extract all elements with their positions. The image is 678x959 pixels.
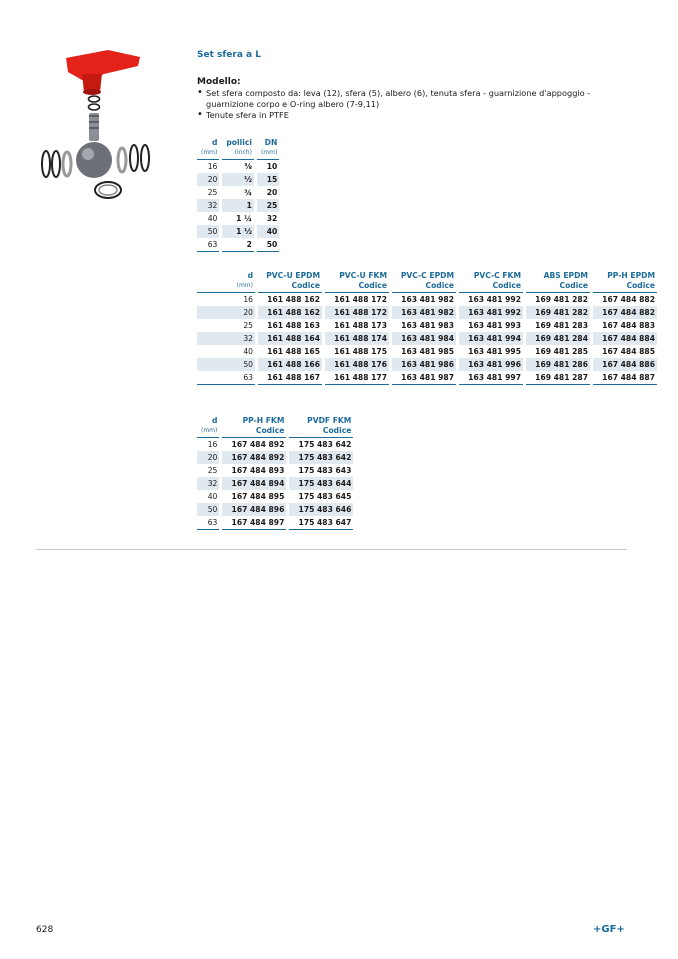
table-cell: ¾	[221, 186, 256, 199]
table-cell: 50	[197, 358, 257, 371]
table-cell: 167 484 886	[592, 358, 658, 371]
table-cell: 167 484 882	[592, 293, 658, 307]
table-cell: 163 481 997	[458, 371, 525, 385]
column-unit: (mm)	[201, 427, 218, 434]
table-cell: 16	[207, 440, 218, 449]
column-header: d (mm)	[201, 138, 218, 156]
code-table-2	[197, 416, 353, 530]
table-cell: 161 488 173	[324, 319, 391, 332]
table-cell: 40	[207, 492, 218, 501]
table-cell: 169 481 287	[525, 371, 592, 385]
table-cell: 161 488 177	[324, 371, 391, 385]
ball-valve-exploded-set-icon	[36, 44, 160, 210]
table-row	[197, 306, 657, 319]
table-cell: 167 484 894	[221, 477, 288, 490]
table-cell: 161 488 175	[324, 345, 391, 358]
table-cell: 163 481 987	[391, 371, 458, 385]
section-divider	[36, 549, 627, 550]
table-cell: 169 481 283	[525, 319, 592, 332]
table-row	[197, 464, 353, 477]
column-header: PVC-C FKM Codice	[458, 271, 525, 293]
table-cell: 161 488 172	[324, 306, 391, 319]
table-row	[197, 490, 353, 503]
column-header: d (mm)	[197, 271, 257, 293]
table-cell: 167 484 893	[221, 464, 288, 477]
table-row	[197, 319, 657, 332]
table-cell: 63	[207, 240, 218, 249]
table-cell: 161 488 162	[257, 293, 324, 307]
table-cell: 167 484 892	[221, 451, 288, 464]
table-row	[197, 199, 279, 212]
page-number: 628	[36, 925, 54, 935]
table-header-row	[197, 138, 279, 160]
table-cell: 10	[255, 160, 279, 174]
column-header: PVC-C EPDM Codice	[391, 271, 458, 293]
bullet-item: • Set sfera composto da: leva (12), sfera (5), albero (6), tenuta sfera - guarnizione d'appoggio - guarnizione corpo e O-ring albero (7-9,11)	[197, 88, 597, 110]
model-bullets	[197, 88, 597, 121]
column-header: PP-H FKM Codice	[221, 416, 288, 438]
table-cell: 163 481 985	[391, 345, 458, 358]
table-cell: 16	[243, 295, 253, 304]
table-cell: 161 488 167	[257, 371, 324, 385]
table-row	[197, 503, 353, 516]
column-header: DN (mm)	[255, 138, 279, 160]
table-cell: 161 488 165	[257, 345, 324, 358]
table-cell: 167 484 885	[592, 345, 658, 358]
table-cell: 16	[207, 162, 218, 171]
table-cell: 163 481 983	[391, 319, 458, 332]
table-cell: 163 481 995	[458, 345, 525, 358]
table-cell: 1 ½	[221, 225, 256, 238]
table-cell: 167 484 892	[221, 438, 288, 452]
table-cell: 175 483 643	[288, 464, 354, 477]
table-cell: 169 481 285	[525, 345, 592, 358]
column-header: PP-H EPDM Codice	[592, 271, 658, 293]
table-cell: 175 483 647	[288, 516, 354, 530]
table-cell: 161 488 172	[324, 293, 391, 307]
column-header: ABS EPDM Codice	[525, 271, 592, 293]
column-header: PVDF FKM Codice	[288, 416, 354, 438]
table-cell: 163 481 992	[458, 306, 525, 319]
column-header: PVC-U FKM Codice	[324, 271, 391, 293]
table-cell: 169 481 282	[525, 306, 592, 319]
table-row	[197, 345, 657, 358]
table-header-row	[197, 416, 353, 438]
table-cell: 175 483 644	[288, 477, 354, 490]
table-cell: 1 ¼	[221, 212, 256, 225]
table-cell: 161 488 163	[257, 319, 324, 332]
table-cell: 15	[255, 173, 279, 186]
model-label: Modello:	[197, 77, 241, 87]
table-cell: 20	[197, 451, 221, 464]
column-unit: (mm)	[260, 149, 278, 156]
table-cell: 175 483 642	[288, 438, 354, 452]
column-header: pollici (inch)	[221, 138, 256, 160]
code-table-1	[197, 271, 657, 385]
table-cell: 40	[207, 214, 218, 223]
table-row	[197, 173, 279, 186]
column-unit: (mm)	[201, 149, 218, 156]
table-cell: 40	[243, 347, 253, 356]
table-row	[197, 293, 657, 307]
table-cell: 25	[207, 466, 218, 475]
table-row	[197, 212, 279, 225]
table-cell: 50	[197, 503, 221, 516]
table-row	[197, 332, 657, 345]
table-cell: 169 481 282	[525, 293, 592, 307]
table-cell: 163 481 993	[458, 319, 525, 332]
table-cell: 175 483 642	[288, 451, 354, 464]
table-row	[197, 477, 353, 490]
table-header-row	[197, 271, 657, 293]
description-block	[197, 50, 597, 121]
column-header: d (mm)	[201, 416, 218, 434]
table-cell: 163 481 982	[391, 293, 458, 307]
brand-logo: +GF+	[593, 924, 625, 935]
table-cell: 20	[197, 173, 221, 186]
table-cell: 161 488 166	[257, 358, 324, 371]
table-cell: 50	[255, 238, 279, 252]
table-cell: 163 481 982	[391, 306, 458, 319]
table-cell: 20	[255, 186, 279, 199]
table-row	[197, 358, 657, 371]
table-cell: 167 484 887	[592, 371, 658, 385]
table-cell: 167 484 896	[221, 503, 288, 516]
table-cell: 169 481 284	[525, 332, 592, 345]
table-row	[197, 371, 657, 385]
table-cell: 175 483 646	[288, 503, 354, 516]
table-cell: 167 484 882	[592, 306, 658, 319]
table-cell: 63	[243, 373, 253, 382]
bullet-item: • Tenute sfera in PTFE	[197, 110, 597, 121]
table-row	[197, 238, 279, 252]
table-row	[197, 225, 279, 238]
table-cell: 63	[207, 518, 218, 527]
table-cell: 2	[221, 238, 256, 252]
table-cell: 1	[221, 199, 256, 212]
table-cell: 32	[255, 212, 279, 225]
dimension-table	[197, 138, 279, 252]
table-row	[197, 160, 279, 174]
column-header: PVC-U EPDM Codice	[257, 271, 324, 293]
table-cell: ½	[221, 173, 256, 186]
table-cell: 163 481 984	[391, 332, 458, 345]
table-cell: 175 483 645	[288, 490, 354, 503]
table-cell: 163 481 994	[458, 332, 525, 345]
table-cell: 20	[197, 306, 257, 319]
table-row	[197, 186, 279, 199]
table-cell: 25	[207, 188, 218, 197]
table-cell: 25	[243, 321, 253, 330]
table-row	[197, 438, 353, 452]
table-cell: 161 488 176	[324, 358, 391, 371]
table-cell: 32	[197, 199, 221, 212]
table-cell: 161 488 162	[257, 306, 324, 319]
table-cell: 161 488 174	[324, 332, 391, 345]
table-cell: 169 481 286	[525, 358, 592, 371]
column-unit: (mm)	[236, 282, 253, 289]
table-cell: 163 481 996	[458, 358, 525, 371]
table-cell: 167 484 897	[221, 516, 288, 530]
table-cell: 163 481 986	[391, 358, 458, 371]
page-title: Set sfera a L	[197, 50, 261, 60]
column-unit: (inch)	[234, 149, 252, 156]
table-cell: 32	[197, 332, 257, 345]
table-row	[197, 451, 353, 464]
table-row	[197, 516, 353, 530]
table-cell: ⅜	[221, 160, 256, 174]
table-cell: 161 488 164	[257, 332, 324, 345]
table-cell: 167 484 884	[592, 332, 658, 345]
table-cell: 25	[255, 199, 279, 212]
table-cell: 163 481 992	[458, 293, 525, 307]
table-cell: 167 484 883	[592, 319, 658, 332]
table-cell: 40	[255, 225, 279, 238]
table-cell: 32	[197, 477, 221, 490]
table-cell: 167 484 895	[221, 490, 288, 503]
table-cell: 50	[197, 225, 221, 238]
